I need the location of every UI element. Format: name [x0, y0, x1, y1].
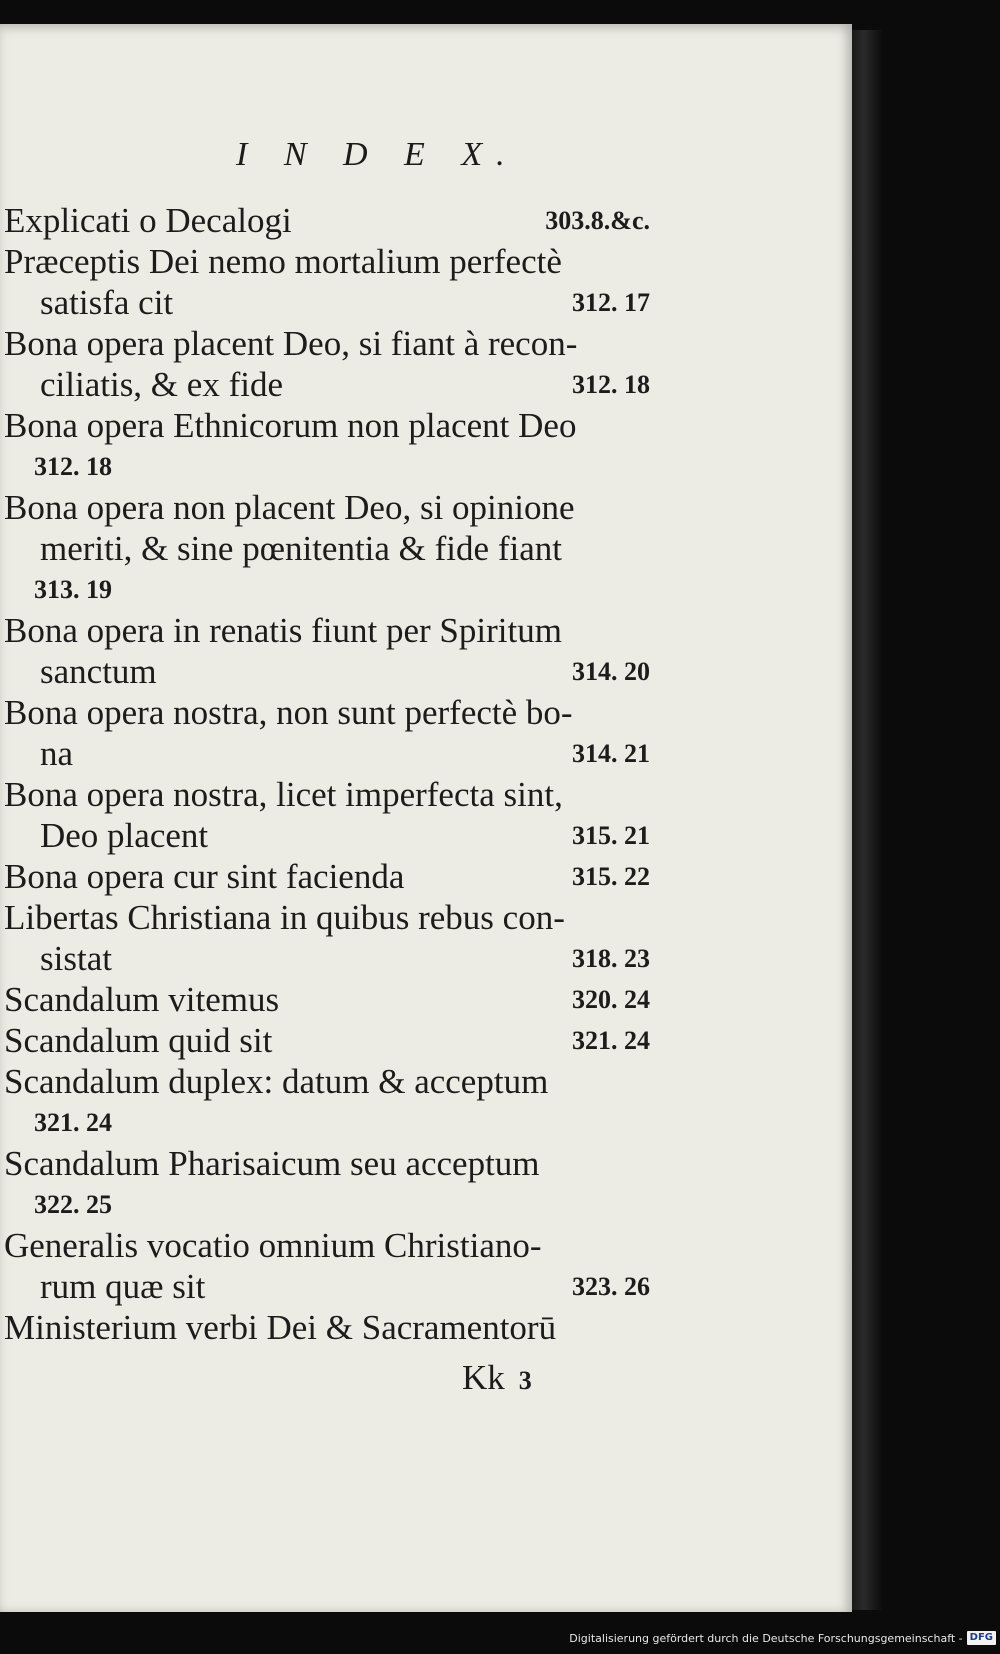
entry-text: satisfa cit	[40, 283, 174, 322]
index-entry-line	[0, 774, 656, 815]
digitization-footer	[569, 1630, 996, 1646]
index-entry-line	[0, 1102, 656, 1143]
dfg-logo-icon: DFG	[967, 1631, 996, 1645]
entry-text: Bona opera non placent Deo, si opinione	[4, 488, 575, 527]
entry-page-ref: 303.8.&c.	[545, 206, 650, 235]
entry-page-ref: 322. 25	[34, 1190, 112, 1219]
entry-text: meriti, & sine pœnitentia & fide fiant	[40, 529, 562, 568]
index-entry-line	[0, 1061, 656, 1102]
index-entry-line	[0, 282, 656, 323]
index-entry-line	[0, 897, 656, 938]
entry-text: sistat	[40, 939, 112, 978]
footer-credit: Digitalisierung gefördert durch die Deutsche Forschungsgemeinschaft -	[569, 1631, 963, 1645]
entry-text: Libertas Christiana in quibus rebus con-	[4, 898, 565, 937]
index-entry-line	[0, 200, 656, 241]
catchword-line	[462, 1358, 532, 1398]
entry-page-ref: 313. 19	[34, 575, 112, 604]
book-page	[0, 24, 852, 1612]
index-entry-line	[0, 241, 656, 282]
index-entry-line	[0, 1020, 656, 1061]
entry-page-ref: 321. 24	[34, 1108, 112, 1137]
entry-page-ref: 318. 23	[572, 944, 650, 973]
signature-mark: 3	[518, 1366, 532, 1395]
index-entry-line	[0, 1266, 656, 1307]
index-entry-line	[0, 528, 656, 569]
entry-text: sanctum	[40, 652, 157, 691]
entry-page-ref: 312. 18	[572, 370, 650, 399]
entry-page-ref: 314. 20	[572, 657, 650, 686]
entry-page-ref: 312. 17	[572, 288, 650, 317]
entry-page-ref: 321. 24	[572, 1026, 650, 1055]
index-entry-line	[0, 856, 656, 897]
entry-text: Bona opera cur sint facienda	[4, 857, 405, 896]
entry-page-ref: 312. 18	[34, 452, 112, 481]
index-entry-line	[0, 815, 656, 856]
entry-text: rum quæ sit	[40, 1267, 206, 1306]
entry-text: Scandalum duplex: datum & acceptum	[4, 1062, 549, 1101]
index-entry-line	[0, 1184, 656, 1225]
entry-text: na	[40, 734, 74, 773]
index-entry-line	[0, 487, 656, 528]
index-entry-line	[0, 1307, 656, 1348]
entry-text: Explicati o Decalogi	[4, 201, 292, 240]
entry-text: Bona opera placent Deo, si fiant à recon-	[4, 324, 578, 363]
entry-text: Bona opera Ethnicorum non placent Deo	[4, 406, 577, 445]
index-entry-line	[0, 323, 656, 364]
entry-page-ref: 323. 26	[572, 1272, 650, 1301]
index-entry-line	[0, 938, 656, 979]
entry-text: Ministerium verbi Dei & Sacramentorū	[4, 1308, 557, 1347]
index-entry-line	[0, 405, 656, 446]
index-entry-line	[0, 364, 656, 405]
index-entry-line	[0, 651, 656, 692]
entry-text: Scandalum Pharisaicum seu acceptum	[4, 1144, 540, 1183]
entry-text: Præceptis Dei nemo mortalium perfectè	[4, 242, 562, 281]
entry-page-ref: 315. 21	[572, 821, 650, 850]
index-entry-line	[0, 610, 656, 651]
index-entry-line	[0, 692, 656, 733]
entry-text: Deo placent	[40, 816, 209, 855]
page-edge-shadow	[852, 30, 882, 1610]
catchword: Kk	[462, 1358, 505, 1397]
index-entry-line	[0, 979, 656, 1020]
entry-text: Scandalum quid sit	[4, 1021, 273, 1060]
entry-text: Bona opera in renatis fiunt per Spiritum	[4, 611, 562, 650]
index-heading: I N D E X.	[236, 136, 519, 173]
entry-text: Bona opera nostra, licet imperfecta sint,	[4, 775, 563, 814]
index-entries	[0, 200, 656, 1348]
entry-page-ref: 315. 22	[572, 862, 650, 891]
entry-text: ciliatis, & ex fide	[40, 365, 283, 404]
entry-text: Scandalum vitemus	[4, 980, 280, 1019]
index-entry-line	[0, 1143, 656, 1184]
entry-page-ref: 314. 21	[572, 739, 650, 768]
index-entry-line	[0, 733, 656, 774]
index-entry-line	[0, 569, 656, 610]
entry-text: Bona opera nostra, non sunt perfectè bo-	[4, 693, 573, 732]
index-entry-line	[0, 446, 656, 487]
index-entry-line	[0, 1225, 656, 1266]
entry-text: Generalis vocatio omnium Christiano-	[4, 1226, 542, 1265]
entry-page-ref: 320. 24	[572, 985, 650, 1014]
